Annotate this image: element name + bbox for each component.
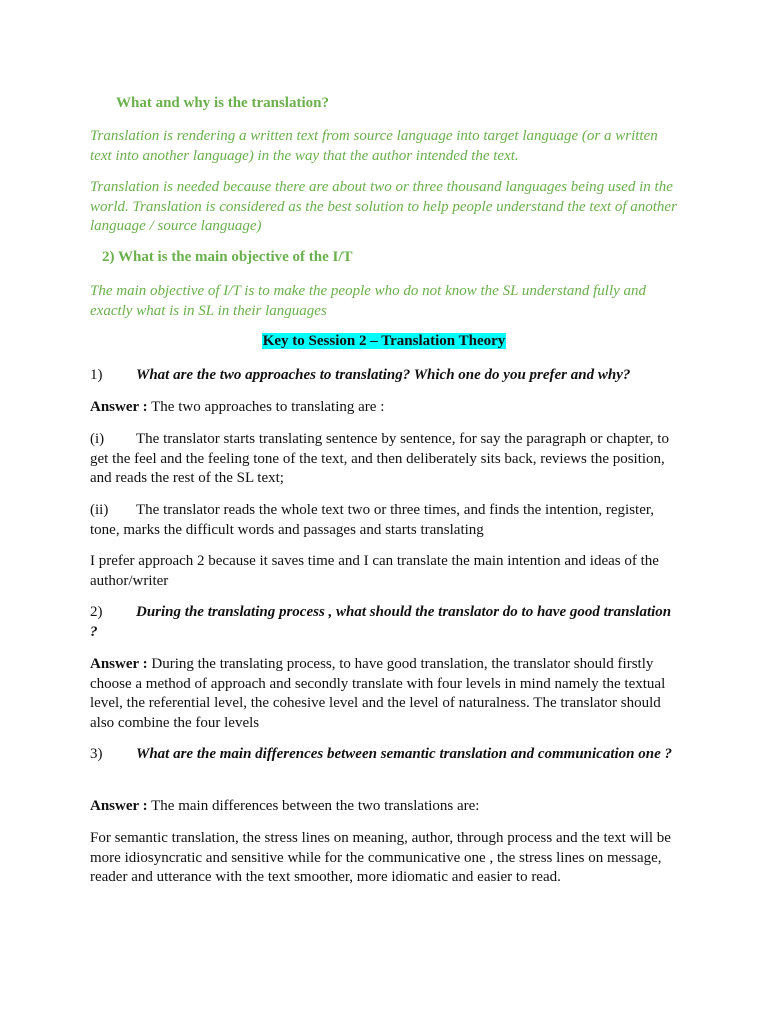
preference-paragraph: I prefer approach 2 because it saves time and I can translate the main intention and ideas of the author/writer [90,553,659,589]
objective-paragraph: The main objective of I/T is to make the people who do not know the SL understand fully and exactly what is in SL in their languages [90,283,647,319]
item-text: The translator reads the whole text two or three times, and finds the intention, register, tone, marks the difficult words and passages and starts translating [90,502,654,538]
differences-paragraph: For semantic translation, the stress lines on meaning, author, through process and the text will be more idiosyncratic and sensitive while for the communicative one , the stress lines on message, reader and utterance with the text smoother, more idiomatic and easier to read. [90,830,671,885]
answer-text: During the translating process, to have good translation, the translator should firstly choose a method of approach and secondly translate with four levels in mind namely the textual level, the referential level, the cohesive level and the level of naturalness. The translator should also combine the four levels [90,656,666,731]
answer-label: Answer : [90,399,148,415]
definition-paragraph: Translation is rendering a written text from source language into target language (or a written text into another language) in the way that the author intended the text. [90,128,658,164]
answer-text: The two approaches to translating are : [151,399,385,415]
item-number: (i) [90,431,105,447]
approach-item-1 [90,430,680,489]
question-text: During the translating process , what should the translator do to have good translation ? [90,604,672,640]
heading-main-objective: 2) What is the main objective of the I/T [102,249,353,265]
question-3 [90,745,680,765]
key-title-line [0,332,768,352]
question-2 [90,603,680,642]
answer-text: The main differences between the two translations are: [151,798,480,814]
question-number: 2) [90,604,103,620]
question-1 [90,366,680,386]
item-number: (ii) [90,502,109,518]
answer-3 [90,797,680,817]
item-text: The translator starts translating sentence by sentence, for say the paragraph or chapter, to get the feel and the feeling tone of the text, and then deliberately sits back, reviews the position, and reads the rest of the SL text; [90,431,669,486]
key-title: Key to Session 2 – Translation Theory [262,333,506,349]
question-text: What are the two approaches to translating? Which one do you prefer and why? [136,367,631,383]
answer-label: Answer : [90,656,148,672]
approach-item-2 [90,501,680,540]
answer-label: Answer : [90,798,148,814]
heading-what-and-why: What and why is the translation? [116,95,329,111]
question-number: 1) [90,367,103,383]
answer-1 [90,398,680,418]
question-number: 3) [90,746,103,762]
need-paragraph: Translation is needed because there are about two or three thousand languages being used in the world. Translation is considered as the best solution to help people understand the text of another language / source language) [90,179,677,234]
question-text: What are the main differences between semantic translation and communication one ? [136,746,673,762]
answer-2 [90,655,680,733]
